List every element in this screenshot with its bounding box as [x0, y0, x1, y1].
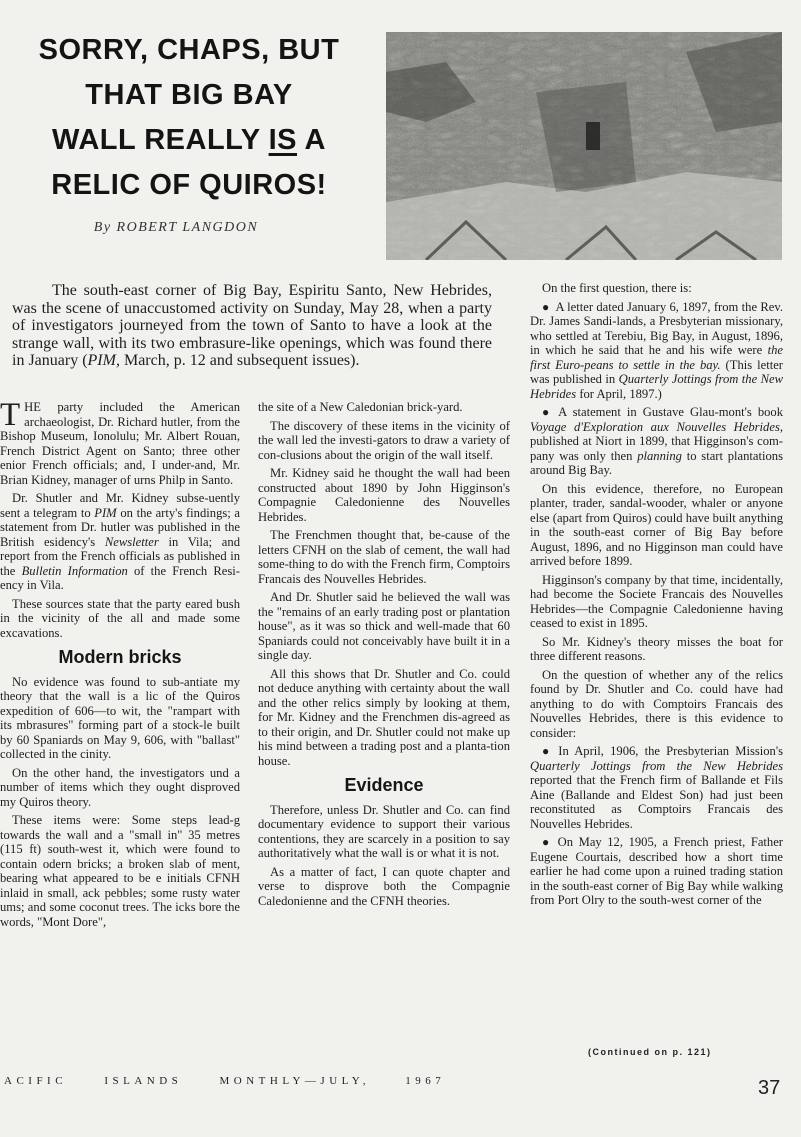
intro-text: The south-east corner of Big Bay, Espiritu Santo, New Hebrides, was the scene of unaccustomed activity on Sunday, May 28, when a party of investigators journeyed from the town of Santo to have a look at the strange wall, with its two embrasure-like openings, which was found there in January (	[12, 282, 492, 369]
bullet-icon: ●	[542, 299, 550, 314]
intro-paragraph	[12, 282, 492, 370]
paragraph: Therefore, unless Dr. Shutler and Co. can find documentary evidence to support their various contentions, they are scarcely in a position to say authoritatively what the wall is or what it is not.	[258, 802, 510, 860]
paragraph-text: to start plantations around Big Bay.	[530, 448, 783, 477]
paragraph: On this evidence, therefore, no European planter, trader, sandal-wooder, whaler or anyone else (apart from Quiros) could have built anything in the south-east corner of Big Bay before August, 1896, and no Higginson man could have arrived before 1899.	[530, 481, 783, 568]
italic-ref: Quarterly Jottings from the New Hebrides	[530, 758, 783, 773]
paragraph-text: In April, 1906, the Presbyterian Mission's	[558, 744, 784, 758]
paragraph-text: on the arty's findings; a statement from Dr. hutler was published in the British esidency's	[0, 505, 240, 549]
intro-ref-rest: March, p. 12 and subsequent issues).	[119, 352, 360, 369]
headline-line-3-post: A	[297, 124, 326, 156]
paragraph: On the question of whether any of the relics found by Dr. Shutler and Co. could have had anything to do with Comptoirs Francais des Nouvelles Hebrides, there is this evidence to consider:	[530, 667, 783, 740]
headline	[0, 28, 378, 208]
paragraph: No evidence was found to sub-antiate my theory that the wall is a lic of the Quiros expedition of 606—to wit, the "rampart with its mbrasures" forming part of a stock-le built by 60 Spaniards on May 9, 606, with "ballast" collected in the cinity.	[0, 674, 240, 761]
headline-line-2: THAT BIG BAY	[85, 79, 293, 111]
bullet-icon: ●	[542, 405, 553, 419]
paragraph: The Frenchmen thought that, be-cause of the letters CFNH on the slab of cement, the wall had some-thing to do with the French firm, Comptoirs Francais des Nouvelles Hebrides.	[258, 528, 510, 586]
footer-publication: ACIFIC	[4, 1075, 68, 1087]
drop-cap: T	[0, 397, 21, 433]
paragraph-text: published at Niort in 1899, that Higginson's com-pany was only then	[530, 434, 783, 463]
paragraph-text: (This letter was published in	[530, 357, 783, 386]
byline: By ROBERT LANGDON	[93, 220, 259, 235]
headline-line-1: SORRY, CHAPS, BUT	[38, 34, 340, 66]
paragraph-text: A statement in Gustave Glau-mont's book	[558, 405, 784, 419]
paragraph-text: Dr. Shutler and Mr. Kidney subse-uently sent a telegram to	[0, 491, 240, 520]
paragraph: As a matter of fact, I can quote chapter and verse to disprove both the Compagnie Caledonienne and the CFNH theories.	[258, 864, 510, 908]
footer-year: 1967	[405, 1075, 446, 1087]
footer	[4, 1075, 604, 1087]
paragraph-text: in Vila; and report from the French officials as published in the	[0, 534, 240, 578]
headline-emphasis: IS	[268, 124, 298, 156]
paragraph-text: On May 12, 1905, a French priest, Father Eugene Courtais, described how a short time earlier he had come upon a ruined trading station in the south-east corner of Big Bay while walking from Port Olry to the south-west corner of the	[530, 835, 783, 907]
headline-line-4: RELIC OF QUIROS!	[51, 169, 327, 201]
paragraph: the site of a New Caledonian brick-yard.	[258, 400, 463, 414]
paragraph-text: of the French Resi-ency in Vila.	[0, 563, 240, 592]
italic-ref: the first Euro-peans to settle in the bay.	[530, 343, 783, 372]
italic-ref: Newsletter	[104, 534, 159, 549]
italic-ref: Bulletin Information	[21, 563, 128, 578]
continued-note: (Continued on p. 121)	[588, 1047, 712, 1057]
bullet-icon: ●	[542, 835, 552, 849]
paragraph: Higginson's company by that time, incidentally, had become the Societe Francais des Nouvelles Hebrides—the Compagnie Caledonienne having ceased to exist in 1895.	[530, 572, 783, 630]
column-2	[258, 400, 510, 912]
paragraph: These sources state that the party eared bush in the vicinity of the all and made some excavations.	[0, 596, 240, 640]
page-number: 37	[758, 1077, 781, 1099]
footer-month: MONTHLY—JULY,	[219, 1075, 371, 1087]
wall-photograph	[386, 32, 782, 260]
italic-ref: Quarterly Jottings from the New Hebrides	[530, 372, 783, 401]
intro-ref: PIM,	[87, 352, 120, 369]
paragraph: On the first question, there is:	[542, 281, 692, 295]
subheading-modern-bricks: Modern bricks	[58, 647, 182, 667]
paragraph-text: for April, 1897.)	[576, 386, 662, 401]
paragraph: So Mr. Kidney's theory misses the boat for three different reasons.	[530, 634, 783, 663]
italic-ref: Voyage d'Exploration aux Nouvelles Hebrides,	[530, 419, 783, 434]
paragraph: On the other hand, the investigators und a number of items which they ought disproved my Quiros theory.	[0, 765, 240, 809]
paragraph: And Dr. Shutler said he believed the wall was the "remains of an early trading post or plantation house", as it was so thick and well-made that 60 Spaniards could not conceivably have built it in a single day.	[258, 590, 510, 662]
paragraph: The discovery of these items in the vicinity of the wall led the investi-gators to draw a variety of con-clusions about the origin of the wall itself.	[258, 418, 510, 462]
column-3	[530, 281, 783, 912]
paragraph: These items were: Some steps lead-g towards the wall and a "small in" 35 metres (115 ft) south-west it, which were found to contain odern bricks; a broken slab of ment, bearing what appeared to be e initials CFNH inlaid in small, ack pebbles; some rusty water ums; and some coconut trees. The icks bore the words, "Mont Dore",	[0, 813, 240, 929]
paragraph-text: A letter dated January 6, 1897, from the Rev. Dr. James Sandi-lands, a Presbyterian missionary, who settled at Terebiu, Big Bay, in August, 1896, in which he said that he and his wife were	[530, 299, 783, 357]
italic-ref: PIM	[94, 505, 117, 520]
column-1	[0, 397, 240, 933]
footer-islands: ISLANDS	[104, 1075, 183, 1087]
italic-ref: planning	[637, 448, 682, 463]
headline-line-3	[0, 118, 378, 163]
headline-line-3-pre: WALL REALLY	[52, 124, 269, 156]
paragraph-text: reported that the French firm of Ballande et Fils Aine (Ballande and Eldest Son) had just been reconstituted as Comptoirs Francais des Nouvelles Hebrides.	[530, 773, 783, 831]
paragraph: HE party included the American archaeologist, Dr. Richard hutler, from the Bishop Museum, Ionolulu; Mr. Albert Rouan, French District Agent on Santo; three other enior French officials; and, I under-and, Mr. Brian Kidney, manager of urns Philp in Santo.	[0, 400, 240, 487]
paragraph: All this shows that Dr. Shutler and Co. could not deduce anything with certainty about the wall and the other relics simply by looking at them, for Mr. Kidney and the Frenchmen dis-agreed as to their origin, and Dr. Shutler could not make up his mind between a trading post and a planta-tion house.	[258, 666, 510, 768]
bullet-icon: ●	[542, 744, 553, 758]
paragraph: Mr. Kidney said he thought the wall had been constructed about 1890 by John Higginson's Compagnie Caledonienne des Nouvelles Hebrides.	[258, 466, 510, 524]
subheading-evidence: Evidence	[344, 775, 424, 795]
wall-photo-image	[386, 32, 782, 260]
